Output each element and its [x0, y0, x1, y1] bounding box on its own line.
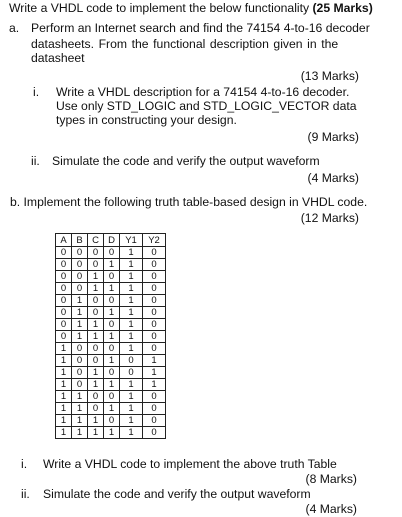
cell-d: 0 — [104, 391, 120, 403]
cell-a: 0 — [56, 259, 72, 271]
cell-d: 1 — [104, 331, 120, 343]
table-row — [56, 271, 166, 283]
part-a-i-line2: Use only STD_LOGIC and STD_LOGIC_VECTOR data — [56, 99, 357, 113]
part-a-ii-label: ii. — [31, 154, 40, 168]
cell-c: 0 — [88, 391, 104, 403]
header-b: B — [72, 234, 88, 247]
cell-y2: 0 — [143, 319, 166, 331]
cell-y1: 0 — [120, 355, 143, 367]
cell-y2: 1 — [143, 379, 166, 391]
part-b-marks: (12 Marks) — [300, 211, 359, 225]
cell-b: 0 — [72, 355, 88, 367]
cell-y1: 1 — [120, 259, 143, 271]
cell-a: 0 — [56, 295, 72, 307]
cell-a: 0 — [56, 307, 72, 319]
part-a-line3: datasheet — [31, 51, 85, 65]
cell-a: 0 — [56, 271, 72, 283]
cell-d: 0 — [104, 319, 120, 331]
cell-y2: 0 — [143, 427, 166, 439]
header-d: D — [104, 234, 120, 247]
cell-d: 1 — [104, 403, 120, 415]
cell-a: 1 — [56, 403, 72, 415]
cell-y1: 1 — [120, 403, 143, 415]
part-a-line2: datasheets. From the functional description given in the — [31, 37, 339, 51]
cell-b: 0 — [72, 283, 88, 295]
table-row — [56, 331, 166, 343]
cell-y1: 1 — [120, 331, 143, 343]
cell-b: 1 — [72, 319, 88, 331]
table-row — [56, 307, 166, 319]
cell-y2: 0 — [143, 283, 166, 295]
cell-d: 0 — [104, 367, 120, 379]
cell-y1: 0 — [120, 367, 143, 379]
cell-c: 0 — [88, 295, 104, 307]
cell-y2: 0 — [143, 331, 166, 343]
header-y2: Y2 — [143, 234, 166, 247]
cell-b: 1 — [72, 295, 88, 307]
cell-a: 0 — [56, 331, 72, 343]
cell-y2: 1 — [143, 355, 166, 367]
part-a-ii-text: Simulate the code and verify the output waveform — [52, 154, 320, 168]
cell-a: 0 — [56, 283, 72, 295]
part-b-i-text: Write a VHDL code to implement the above truth Table — [43, 457, 337, 471]
cell-d: 1 — [104, 307, 120, 319]
table-row — [56, 283, 166, 295]
cell-b: 1 — [72, 403, 88, 415]
part-b-i-marks: (8 Marks) — [305, 472, 357, 486]
heading-text: Write a VHDL code to implement the below functionality — [9, 1, 313, 15]
cell-c: 1 — [88, 367, 104, 379]
cell-y2: 1 — [143, 367, 166, 379]
cell-c: 1 — [88, 319, 104, 331]
cell-d: 1 — [104, 379, 120, 391]
cell-a: 0 — [56, 319, 72, 331]
part-a-i-marks: (9 Marks) — [307, 130, 359, 144]
cell-d: 1 — [104, 427, 120, 439]
table-row — [56, 415, 166, 427]
table-row — [56, 427, 166, 439]
cell-c: 0 — [88, 355, 104, 367]
table-row — [56, 367, 166, 379]
cell-b: 1 — [72, 391, 88, 403]
cell-y1: 1 — [120, 295, 143, 307]
table-row — [56, 295, 166, 307]
part-a-line1: Perform an Internet search and find the 74154 4-to-16 decoder — [31, 21, 370, 35]
cell-d: 1 — [104, 259, 120, 271]
cell-y1: 1 — [120, 391, 143, 403]
truth-table-header-row — [56, 234, 166, 247]
header-y1: Y1 — [120, 234, 143, 247]
table-row — [56, 391, 166, 403]
cell-b: 1 — [72, 427, 88, 439]
cell-d: 1 — [104, 283, 120, 295]
cell-a: 1 — [56, 343, 72, 355]
cell-y1: 1 — [120, 427, 143, 439]
cell-c: 0 — [88, 403, 104, 415]
cell-c: 0 — [88, 343, 104, 355]
cell-c: 1 — [88, 283, 104, 295]
cell-b: 1 — [72, 307, 88, 319]
part-b-i-label: i. — [21, 457, 28, 471]
cell-a: 1 — [56, 391, 72, 403]
cell-d: 0 — [104, 343, 120, 355]
part-a-i-label: i. — [33, 85, 40, 99]
part-b-text: b. Implement the following truth table-based design in VHDL code. — [10, 195, 368, 209]
table-row — [56, 319, 166, 331]
cell-c: 1 — [88, 379, 104, 391]
table-row — [56, 259, 166, 271]
cell-y2: 0 — [143, 343, 166, 355]
part-a-i-line1: Write a VHDL description for a 74154 4-to-16 decoder. — [56, 85, 350, 99]
table-row — [56, 379, 166, 391]
cell-y1: 1 — [120, 379, 143, 391]
cell-c: 1 — [88, 415, 104, 427]
cell-y2: 0 — [143, 391, 166, 403]
cell-a: 1 — [56, 355, 72, 367]
header-a: A — [56, 234, 72, 247]
part-a-marks: (13 Marks) — [300, 69, 359, 83]
part-b-ii-text: Simulate the code and verify the output waveform — [43, 487, 311, 501]
cell-a: 0 — [56, 247, 72, 259]
table-row — [56, 343, 166, 355]
cell-a: 1 — [56, 427, 72, 439]
cell-c: 1 — [88, 427, 104, 439]
cell-y1: 1 — [120, 283, 143, 295]
cell-y2: 0 — [143, 247, 166, 259]
cell-a: 1 — [56, 379, 72, 391]
heading-marks: (25 Marks) — [312, 1, 373, 15]
table-row — [56, 355, 166, 367]
cell-y1: 1 — [120, 415, 143, 427]
cell-c: 0 — [88, 259, 104, 271]
cell-c: 0 — [88, 247, 104, 259]
part-b-ii-marks: (4 Marks) — [305, 502, 357, 516]
cell-y1: 1 — [120, 247, 143, 259]
table-row — [56, 403, 166, 415]
cell-a: 1 — [56, 367, 72, 379]
cell-y2: 0 — [143, 295, 166, 307]
cell-b: 0 — [72, 343, 88, 355]
cell-c: 1 — [88, 331, 104, 343]
cell-y1: 1 — [120, 319, 143, 331]
cell-d: 1 — [104, 355, 120, 367]
cell-b: 0 — [72, 367, 88, 379]
cell-y1: 1 — [120, 343, 143, 355]
part-a-label: a. — [9, 21, 20, 35]
table-row — [56, 247, 166, 259]
cell-d: 0 — [104, 295, 120, 307]
cell-y2: 0 — [143, 307, 166, 319]
cell-d: 0 — [104, 415, 120, 427]
cell-a: 1 — [56, 415, 72, 427]
part-b-ii-label: ii. — [21, 487, 30, 501]
cell-d: 0 — [104, 271, 120, 283]
truth-table — [55, 233, 166, 439]
question-heading — [9, 1, 373, 15]
cell-d: 0 — [104, 247, 120, 259]
header-c: C — [88, 234, 104, 247]
cell-c: 0 — [88, 307, 104, 319]
cell-b: 0 — [72, 259, 88, 271]
part-a-i-line3: types in constructing your design. — [56, 113, 237, 127]
cell-y2: 0 — [143, 271, 166, 283]
cell-b: 0 — [72, 271, 88, 283]
cell-y1: 1 — [120, 271, 143, 283]
cell-y2: 0 — [143, 259, 166, 271]
part-a-ii-marks: (4 Marks) — [307, 171, 359, 185]
truth-table-body — [56, 247, 166, 439]
cell-b: 1 — [72, 415, 88, 427]
cell-c: 1 — [88, 271, 104, 283]
cell-b: 0 — [72, 379, 88, 391]
cell-b: 0 — [72, 247, 88, 259]
cell-y1: 1 — [120, 307, 143, 319]
cell-y2: 0 — [143, 403, 166, 415]
cell-b: 1 — [72, 331, 88, 343]
cell-y2: 0 — [143, 415, 166, 427]
